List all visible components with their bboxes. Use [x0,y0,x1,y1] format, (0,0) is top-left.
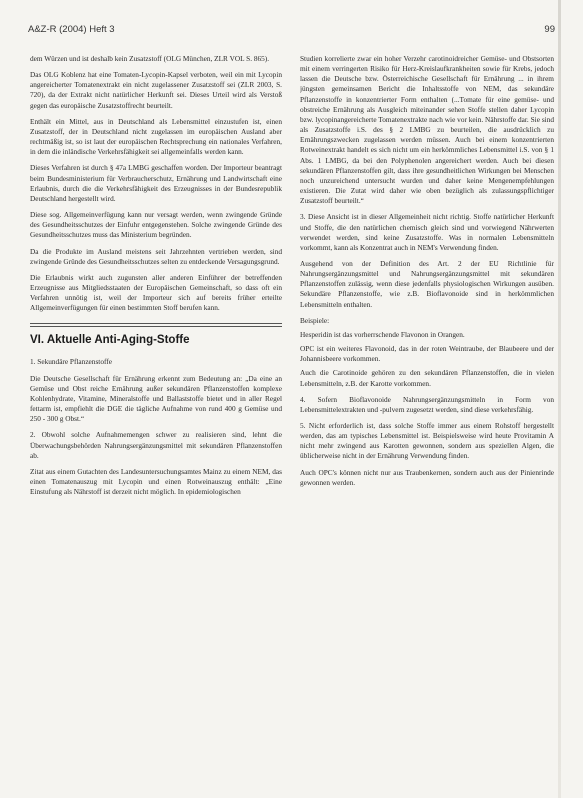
paragraph: Das OLG Koblenz hat eine Tomaten-Lycopin-Kapsel verboten, weil ein mit Lycopin angereicherter Tomatenextrakt ein nicht zugelassener Zusatzstoff sei (ZLR 2003, S. 720), da der Extrakt nicht natürlicher Herkunft sei. Dieses Urteil wird als Verstoß gegen das europäische Zusatzstoffrecht beurteilt. [30,70,282,110]
page-number: 99 [544,24,555,35]
paragraph: Auch OPC's können nicht nur aus Traubenkernen, sondern auch aus der Pinienrinde gewonnen werden. [300,467,554,487]
paragraph: Da die Produkte im Ausland meistens seit Jahrzehnten vertrieben werden, sind zwingende Gründe des Gesundheitsschutzes selten zu entdeckende Versagungsgrund. [30,246,282,266]
paragraph: Zitat aus einem Gutachten des Landesuntersuchungsamtes Mainz zu einem NEM, das einen Tomatenauszug mit Lycopin und einen Rotweinauszug enthält: „Eine Einstufung als Nährstoff ist derzeit nicht möglich. In epidemiologischen [30,466,282,497]
example-item: Hesperidin ist das vorherrschende Flavonon in Orangen. [300,329,465,339]
paragraph: Enthält ein Mittel, aus in Deutschland als Lebensmittel einzustufen ist, einen Zusatzstoff, der in Deutschland nicht zugelassen im europäischen Ausland aber rechtmäßig ist, so ist laut der europäischen Rechtsprechung ein nationales Verfahren, in dem die inländische Verkehrsfähigkeit sei allgemeinfalls werden kann. [30,116,282,157]
example-item: OPC ist ein weiteres Flavonoid, das in der roten Weintraube, der Blaubeere und der Johannisbeere vorkommen. [300,344,554,364]
paragraph: 3. Diese Ansicht ist in dieser Allgemeinheit nicht richtig. Stoffe natürlicher Herkunft und Stoffe, die den natürlichen chemisch gleich sind und vorwiegend Nährwerten verwendet werden, sind keine Zusatzstoffe. Was in normalen Lebensmitteln vorkommt, kann als Konzentrat auch in NEM's Verwendung finden. [300,212,554,252]
paragraph: Studien korrelierte zwar ein hoher Verzehr carotinoidreicher Gemüse- und Obstsorten mit einem verringerten Risiko für Herz-Kreislaufkrankheiten sowie für Krebs, jedoch lassen die Deutsche bzw. Österreichische Gesellschaft für Ernährung ... in ihrem jüngsten gemeinsamen Bericht die Inhaltsstoffe von NEM, das sekundäre Pflanzenstoffe in konzentrierter Form enthalten (...Tomate für eine gemüse- und obstreiche Ernährung als Ausgleich miteinander sehen Stoffe stellen daher Lycopin bzw. lycopinangereicherte Tomatenextrakte nach wie vor kein. Nährstoffe dar. Sie sind als Zusatzstoffe i.S. des § 2 LMBG zu beurteilen, die ausdrücklich zu Ernährungszwecken zugelassen werden müssen. Auch bei einem konzentrierten Rotweinextrakt handelt es sich nicht um ein herkömmliches Lebensmittel i.S. von § 1 Abs. 1 LMBG, da bei den Polyphenolen angereichert werden. Auch bei diesen sekundären Pflanzenstoffen gilt, dass ihre gesundheitlichen Wirkungen bei Menschen noch unzureichend untersucht wurden und daher keine Mengenempfehlungen existieren. Die Zutat wird daher wie oben bezüglich als zulassungspflichtiger Zusatzstoff beurteilt.“ [300,54,554,206]
paragraph: Ausgehend von der Definition des Art. 2 der EU Richtlinie für Nahrungsergänzungsmittel und Nahrungsergänzungsmittel mit sekundären Pflanzenstoffen zulässig, wenn diese jedenfalls physiologischen Wirkungen ausüben. Sekundäre Pflanzenstoffe, wie z.B. Bioflavonoide sind in herkömmlichen Lebensmitteln enthalten. [300,258,554,309]
paragraph: Diese sog. Allgemeinverfügung kann nur versagt werden, wenn zwingende Gründe des Gesundheitsschutzes der Einfuhr entgegenstehen. Solche zwingende Gründe des Gesundheitsschutzes muss das Ministerium begründen. [30,210,282,240]
left-column [30,54,282,780]
examples-label: Beispiele: [300,315,330,325]
journal-reference: A&Z-R (2004) Heft 3 [28,24,115,35]
page-header [28,24,555,38]
scan-edge-shadow [558,0,561,798]
subsection-heading: 1. Sekundäre Pflanzenstoffe [30,357,112,367]
paragraph: Dieses Verfahren ist durch § 47a LMBG geschaffen worden. Der Importeur beantragt beim Bundesministerium für Verbraucherschutz, Ernährung und Landwirtschaft eine Erlaubnis, durch die die Verkehrsfähigkeit des Erzeugnisses in der Bundesrepublik Deutschland hergestellt wird. [30,163,282,203]
paragraph: 4. Sofern Bioflavonoide Nahrungsergänzungsmitteln in Form von Lebensmittelextrakten und -pulvern zugesetzt werden, sind diese verkehrsfähig. [300,394,554,414]
example-item: Auch die Carotinoide gehören zu den sekundären Pflanzenstoffen, die in vielen Lebensmitteln, z.B. der Karotte vorkommen. [300,368,554,388]
paragraph: dem Würzen und ist deshalb kein Zusatzstoff (OLG München, ZLR VOL S. 865). [30,54,270,63]
section-heading: VI. Aktuelle Anti-Aging-Stoffe [30,323,282,347]
paragraph: Die Erlaubnis wirkt auch zugunsten aller anderen Einführer der betreffenden Erzeugnisse aus Mitgliedsstaaten der Europäischen Gemeinschaft, so dass oft ein Verfahren unnötig ist, weil der Importeur sich auf bereits früher erteilte Allgemeinverfügungen für einen bestimmten Stoff berufen kann. [30,272,282,313]
right-column [300,54,554,780]
paragraph: 2. Obwohl solche Aufnahmemengen schwer zu realisieren sind, lehnt die Überwachungsbehörden Nahrungsergänzungsmittel mit sekundären Pflanzenstoffen ab. [30,430,282,460]
paragraph: 5. Nicht erforderlich ist, dass solche Stoffe immer aus einem Rohstoff hergestellt werden, das am typisches Lebensmittel ist. Beispielsweise wird heute Provitamin A nicht mehr zwingend aus Karotten gewonnen, sondern aus speziellen Algen, die üblicherweise nicht in der Ernährung Verwendung finden. [300,421,554,461]
paragraph: Die Deutsche Gesellschaft für Ernährung erkennt zum Bedeutung an: „Da eine an Gemüse und Obst reiche Ernährung außer sekundären Pflanzenstoffen komplexe Kohlenhydrate, Vitamine, Mineralstoffe und Ballaststoffe bietet und in aller Regel fettarm ist, empfiehlt die DGE die tägliche Aufnahme von rund 400 g Gemüse und 250 - 300 g Obst.“ [30,373,282,424]
